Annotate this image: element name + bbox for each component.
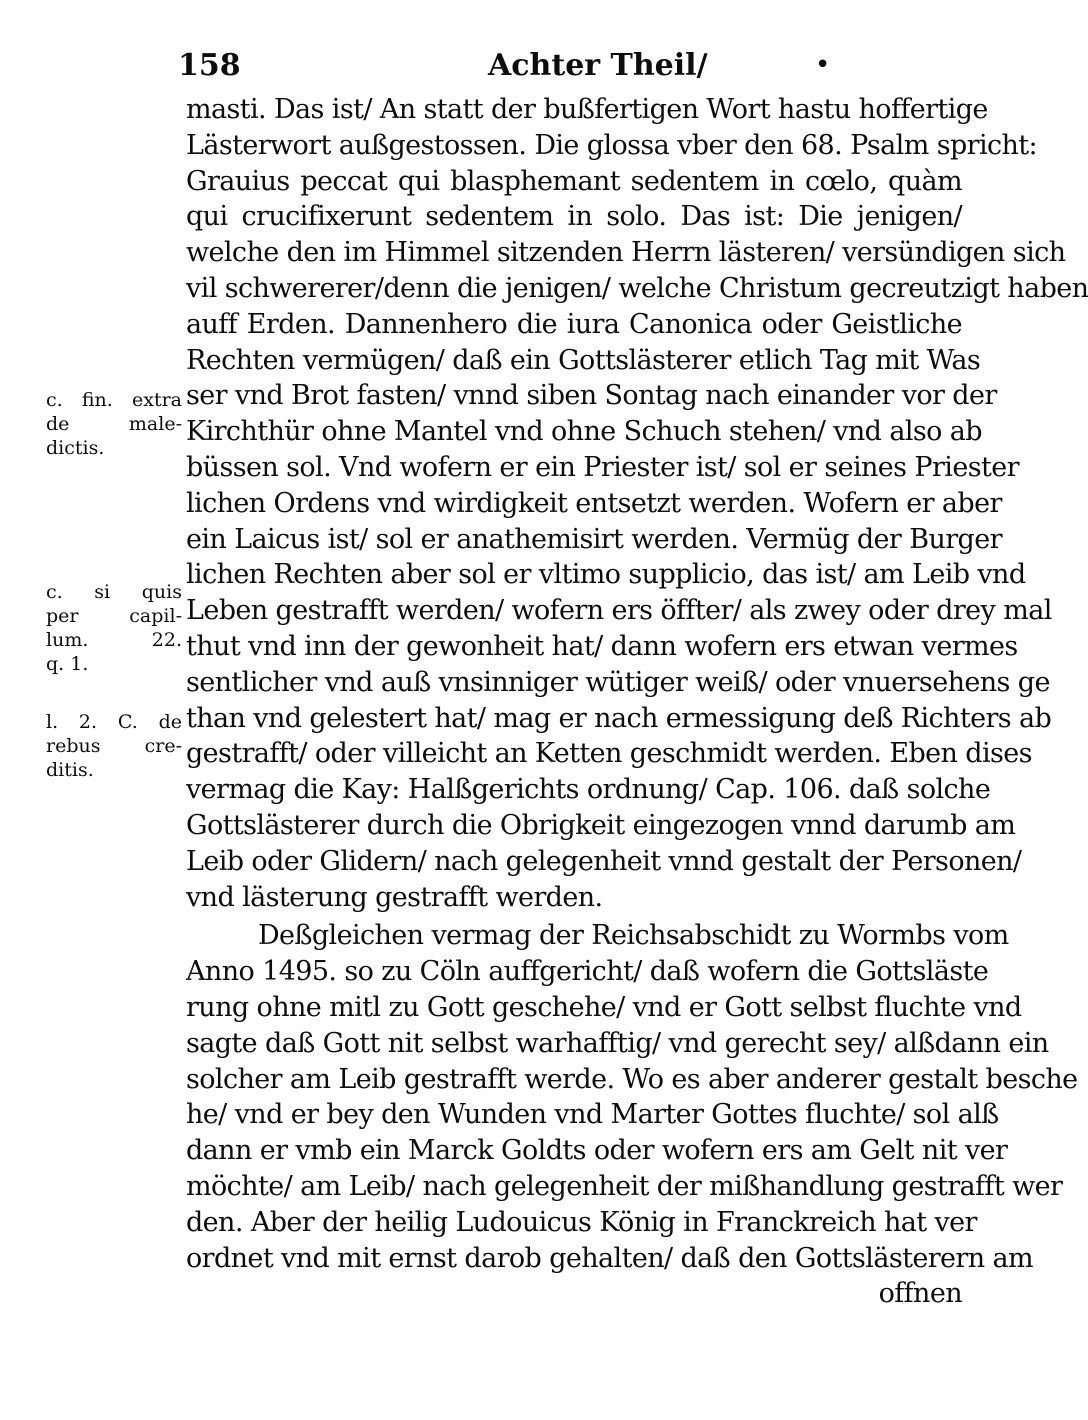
text-line: Anno 1495. so zu Cöln auffgericht/ daß wofern die Gottsläste xyxy=(186,956,989,988)
text-line: Leben gestrafft werden/ wofern ers öffter/ als zwey oder drey mal xyxy=(186,595,1052,627)
text-line: auff Erden. Dannenhero die iura Canonica oder Geistliche xyxy=(186,308,962,340)
text-line: gestrafft/ oder villeicht an Ketten geschmidt werden. Eben dises xyxy=(186,738,1032,770)
margin-note xyxy=(46,388,182,460)
text-line: Rechten vermügen/ daß ein Gottslästerer etlich Tag mit Was xyxy=(186,344,981,376)
main-text xyxy=(186,92,1088,1312)
text-line: masti. Das ist/ An statt der bußfertigen Wort hastu hoffertige xyxy=(186,94,988,125)
margin-note xyxy=(46,580,182,676)
text-line: lichen Ordens vnd wirdigkeit entsetzt werden. Wofern er aber xyxy=(186,487,1002,519)
text-line: Kirchthür ohne Mantel vnd ohne Schuch stehen/ vnd also ab xyxy=(186,416,982,448)
text-line: than vnd gelestert hat/ mag er nach ermessigung deß Richters ab xyxy=(186,702,1052,734)
text-line: lichen Rechten aber sol er vltimo supplicio, das ist/ am Leib vnd xyxy=(186,559,1026,591)
text-line: thut vnd inn der gewonheit hat/ dann wofern ers etwan vermes xyxy=(186,630,1018,662)
catchword: offnen xyxy=(878,1278,962,1310)
text-line: rung ohne mitl zu Gott geschehe/ vnd er Gott selbst fluchte vnd xyxy=(186,991,1022,1023)
margin-note-line: q. 1. xyxy=(46,653,89,675)
text-line: Leib oder Glidern/ nach gelegenheit vnnd gestalt der Personen/ xyxy=(186,845,1022,877)
text-line: qui crucifixerunt sedentem in solo. Das ist: Die jenigen/ xyxy=(186,201,962,233)
text-line: Grauius peccat qui blasphemant sedentem in cœlo, quàm xyxy=(186,165,962,197)
text-line: möchte/ am Leib/ nach gelegenheit der mißhandlung gestrafft wer xyxy=(186,1170,1063,1202)
margin-note-line: ditis. xyxy=(46,759,94,781)
margin-note-line: c. fin. extra xyxy=(46,389,182,411)
margin-note-line: lum. 22. xyxy=(46,629,182,651)
text-line: ser vnd Brot fasten/ vnnd siben Sontag nach einander vor der xyxy=(186,380,997,412)
text-line: solcher am Leib gestrafft werde. Wo es aber anderer gestalt besche xyxy=(186,1063,1078,1095)
text-line: sagte daß Gott nit selbst warhafftig/ vnd gerecht sey/ alßdann ein xyxy=(186,1027,1049,1059)
margin-note-line: dictis. xyxy=(46,437,105,459)
text-line: ein Laicus ist/ sol er anathemisirt werden. Vermüg der Burger xyxy=(186,523,1002,555)
text-line: sentlicher vnd auß vnsinniger wütiger weiß/ oder vnuersehens ge xyxy=(186,666,1050,698)
text-line: vil schwererer/denn die jenigen/ welche Christum gecreutzigt haben xyxy=(186,272,1088,304)
text-line: den. Aber der heilig Ludouicus König in Franckreich hat ver xyxy=(186,1206,977,1238)
margin-note-line: l. 2. C. de xyxy=(46,711,182,733)
margin-note-line: de male- xyxy=(46,413,182,435)
page-number: 158 xyxy=(178,48,241,83)
text-line: dann er vmb ein Marck Goldts oder wofern ers am Gelt nit ver xyxy=(186,1135,1008,1167)
text-line: he/ vnd er bey den Wunden vnd Marter Gottes fluchte/ sol alß xyxy=(186,1099,999,1131)
text-line: ordnet vnd mit ernst darob gehalten/ daß den Gottslästerern am xyxy=(186,1242,1033,1274)
text-line: Deßgleichen vermag der Reichsabschidt zu Wormbs vom xyxy=(258,920,1009,952)
header-mark: • xyxy=(815,50,831,80)
text-line: vnd lästerung gestrafft werden. xyxy=(186,881,603,913)
text-line: welche den im Himmel sitzenden Herrn lästeren/ versündigen sich xyxy=(186,237,1066,269)
margin-note-line: rebus cre- xyxy=(46,735,182,757)
text-line: Lästerwort außgestossen. Die glossa vber den 68. Psalm spricht: xyxy=(186,129,1038,161)
running-head: Achter Theil/ xyxy=(488,48,708,83)
margin-note xyxy=(46,710,182,782)
margin-note-line: c. si quis xyxy=(46,581,182,603)
text-line: vermag die Kay: Halßgerichts ordnung/ Cap. 106. daß solche xyxy=(186,774,991,806)
text-line: büssen sol. Vnd wofern er ein Priester ist/ sol er seines Priester xyxy=(186,451,1019,483)
text-line: Gottslästerer durch die Obrigkeit eingezogen vnnd darumb am xyxy=(186,809,1016,841)
margin-note-line: per capil- xyxy=(46,605,182,627)
page-header xyxy=(0,48,1000,88)
